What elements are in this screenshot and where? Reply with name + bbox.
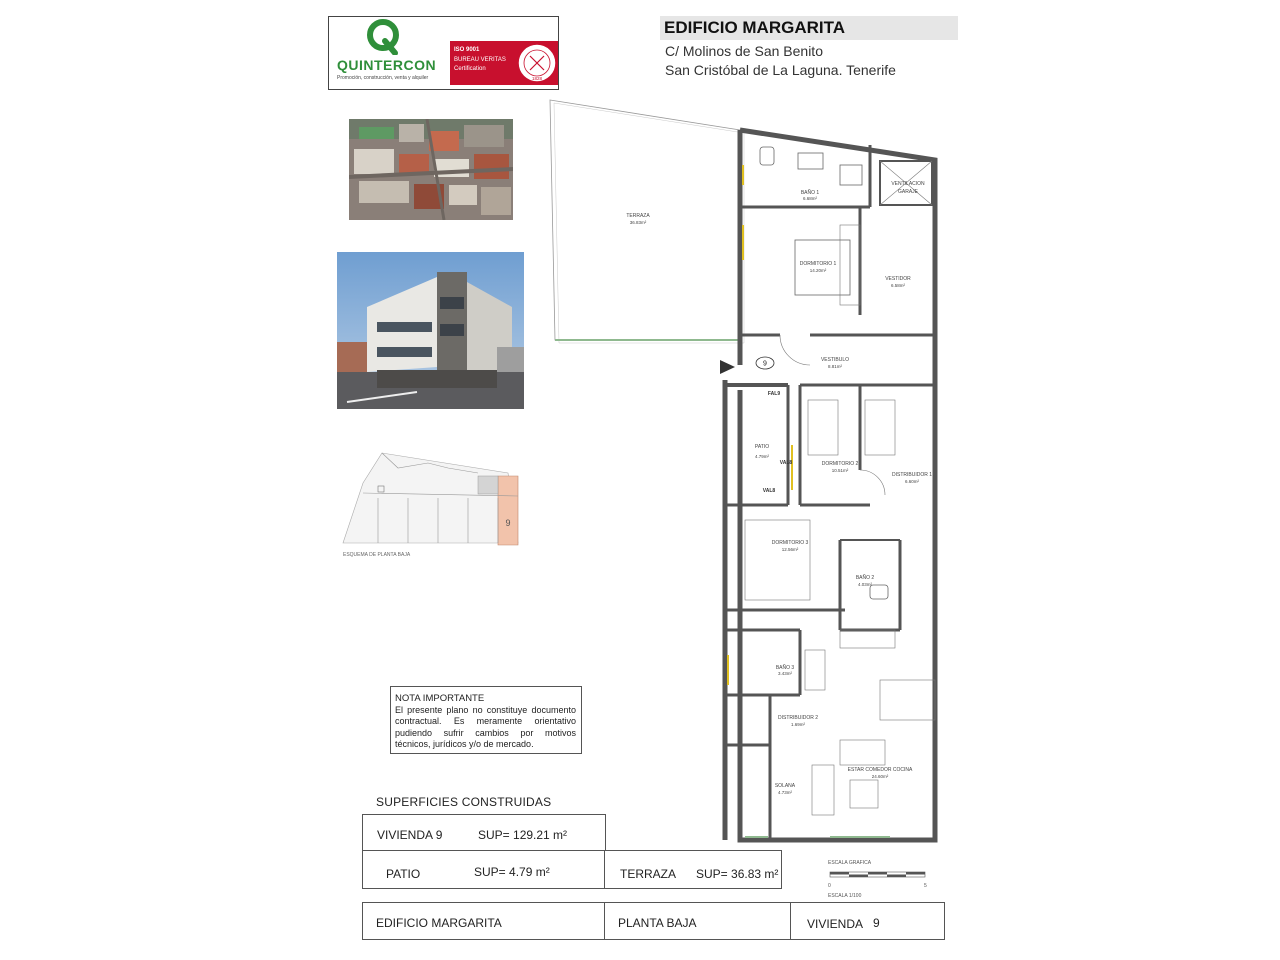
- area-solana: 4.73m²: [777, 790, 793, 795]
- vivienda-label: VIVIENDA 9: [377, 828, 443, 842]
- label-terrace: TERRAZA: [626, 213, 650, 219]
- label-val8-upper: VAL8: [779, 460, 793, 466]
- cert-company: BUREAU VERITAS: [454, 57, 506, 63]
- label-distributor1: DISTRIBUIDOR 1: [891, 472, 933, 478]
- ground-floor-key-plan: [338, 448, 528, 568]
- area-bath1: 6.68m²: [802, 196, 818, 201]
- area-bedroom2: 10.51m²: [831, 468, 849, 473]
- q-logo-icon: [365, 19, 401, 55]
- patio-label: PATIO: [386, 867, 421, 881]
- floor-plan: [540, 95, 960, 855]
- terraza-label: TERRAZA: [620, 867, 677, 881]
- cert-type: Certification: [454, 66, 486, 72]
- label-living: ESTAR COMEDOR COCINA: [847, 767, 913, 773]
- label-bedroom3: DORMITORIO 3: [771, 540, 809, 546]
- area-bath2: 4.03m²: [857, 582, 873, 587]
- area-distributor2: 1.69m²: [790, 722, 806, 727]
- area-bedroom3: 12.56m²: [781, 547, 799, 552]
- scale-ratio: ESCALA 1/100: [828, 893, 862, 899]
- building-title: EDIFICIO MARGARITA: [664, 18, 846, 37]
- graphic-scale: [820, 858, 930, 903]
- bureau-veritas-seal-icon: [516, 42, 558, 84]
- certification-badge: [450, 41, 558, 85]
- footer-building: EDIFICIO MARGARITA: [376, 916, 502, 930]
- footer-unit-number: 9: [873, 916, 880, 930]
- area-dressing: 6.58m²: [890, 283, 906, 288]
- label-vent-2: GARAJE: [897, 189, 919, 195]
- area-living: 24.60m²: [871, 774, 889, 779]
- aerial-photo: [349, 119, 513, 220]
- company-name: QUINTERCON: [337, 57, 437, 73]
- label-val8-lower: VAL8: [762, 488, 776, 494]
- important-note: [390, 686, 582, 754]
- area-terrace: 36.83m²: [629, 220, 647, 225]
- footer-unit-label: VIVIENDA: [807, 917, 864, 931]
- label-solana: SOLANA: [774, 783, 796, 789]
- label-vent-1: VENTILACION: [891, 181, 925, 187]
- footer-floor: PLANTA BAJA: [618, 916, 697, 930]
- area-bath3: 3.43m²: [777, 671, 793, 676]
- label-fal9: FAL9: [767, 391, 781, 397]
- area-bedroom1: 14.20m²: [809, 268, 827, 273]
- company-tagline: Promoción, construcción, venta y alquiler: [337, 75, 429, 81]
- area-distributor1: 6.60m²: [904, 479, 920, 484]
- note-text: El presente plano no constituye documento contractual. Es meramente orientativo pudiendo sufrir cambios por motivos técnicos, jurídicos y/o de mercado.: [395, 705, 576, 750]
- label-distributor2: DISTRIBUIDOR 2: [777, 715, 819, 721]
- label-hall: VESTIBULO: [820, 357, 850, 363]
- vivienda-area: SUP= 129.21 m²: [478, 828, 568, 842]
- label-dressing: VESTIDOR: [885, 276, 911, 282]
- company-logo-box: [328, 16, 559, 90]
- label-bath1: BAÑO 1: [800, 190, 820, 196]
- seal-year: 1828: [531, 76, 543, 81]
- building-render-photo: [337, 252, 524, 409]
- area-patio: 4.79m²: [754, 454, 770, 459]
- label-bedroom1: DORMITORIO 1: [799, 261, 837, 267]
- address-city: San Cristóbal de La Laguna. Tenerife: [665, 62, 896, 78]
- area-hall: 8.81m²: [827, 364, 843, 369]
- scale-tick-start: 0: [828, 883, 831, 889]
- scale-label: ESCALA GRAFICA: [828, 860, 872, 866]
- note-title: NOTA IMPORTANTE: [395, 693, 485, 704]
- keyplan-caption: ESQUEMA DE PLANTA BAJA: [343, 552, 411, 558]
- unit-9-highlight: [498, 476, 518, 545]
- entrance-unit-number: 9: [763, 360, 767, 368]
- scale-tick-end: 5: [924, 883, 927, 889]
- keyplan-unit-number: 9: [505, 518, 511, 528]
- label-patio: PATIO: [754, 444, 770, 450]
- surfaces-heading: SUPERFICIES CONSTRUIDAS: [376, 795, 552, 809]
- address-street: C/ Molinos de San Benito: [665, 43, 823, 59]
- terraza-area: SUP= 36.83 m²: [696, 867, 779, 881]
- label-bath3: BAÑO 3: [775, 665, 795, 671]
- cert-iso: ISO 9001: [454, 47, 480, 53]
- label-bath2: BAÑO 2: [855, 575, 875, 581]
- patio-area: SUP= 4.79 m²: [474, 865, 550, 879]
- label-bedroom2: DORMITORIO 2: [821, 461, 859, 467]
